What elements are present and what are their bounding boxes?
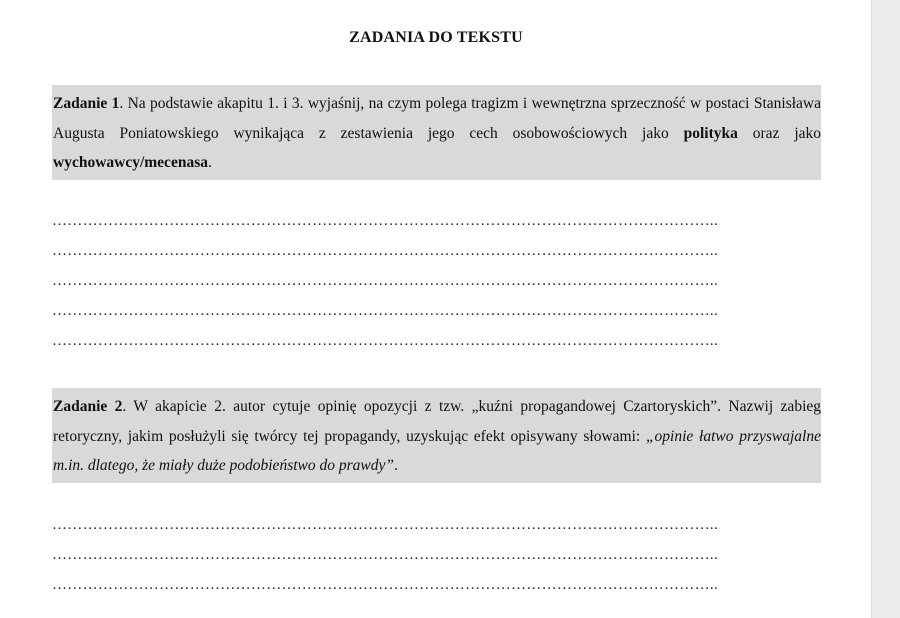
answer-line[interactable]: ………………………………………………………………………………………………………………….. <box>52 273 718 289</box>
answer-line[interactable]: ………………………………………………………………………………………………………………….. <box>52 547 718 563</box>
answer-line[interactable]: ………………………………………………………………………………………………………………….. <box>52 303 718 319</box>
viewer-side-gutter <box>871 0 900 618</box>
task-2-label: Zadanie 2 <box>53 398 123 415</box>
answer-line[interactable]: ………………………………………………………………………………………………………………….. <box>52 333 718 349</box>
task-2-text-part-2: . <box>394 457 398 474</box>
task-1-label: Zadanie 1 <box>53 95 120 112</box>
answer-line[interactable]: ………………………………………………………………………………………………………………….. <box>52 577 718 593</box>
task-2-answer-lines <box>52 510 821 600</box>
task-1-bold-politician: polityka <box>683 124 738 142</box>
task-2-text-part-1: . W akapicie 2. autor cytuje opinię opozycji z tzw. „kuźni propagandowej Czartoryskich”. Nazwij zabieg retoryczny, jakim posłużyli się twórcy tej propagandy, uzyskując efekt opisywany słowami: <box>53 398 821 445</box>
task-1-bold-educator: wychowawcy/mecenasa <box>53 154 208 171</box>
task-1-text-part-3: . <box>207 154 212 171</box>
document-title: ZADANIA DO TEKSTU <box>349 29 523 46</box>
task-1-answer-lines <box>52 206 821 356</box>
task-1-text-part-1: . Na podstawie akapitu 1. i 3. wyjaśnij, na czym polega tragizm i wewnętrzna sprzeczność w postaci Stanisława Augusta Poniatowskiego wynikająca z zestawienia jego cech osobowościowych jako <box>53 95 822 142</box>
task-1-box <box>52 85 821 180</box>
answer-line[interactable]: ………………………………………………………………………………………………………………….. <box>52 517 718 533</box>
answer-line[interactable]: ………………………………………………………………………………………………………………….. <box>52 243 718 259</box>
task-1-text-part-2: oraz jako <box>737 124 822 142</box>
task-2-quote: „opinie łatwo przyswajalne m.in. dlatego, że miały duże podobieństwo do prawdy” <box>53 427 821 474</box>
answer-line[interactable]: ………………………………………………………………………………………………………………….. <box>52 213 718 229</box>
task-2-box <box>52 388 821 483</box>
